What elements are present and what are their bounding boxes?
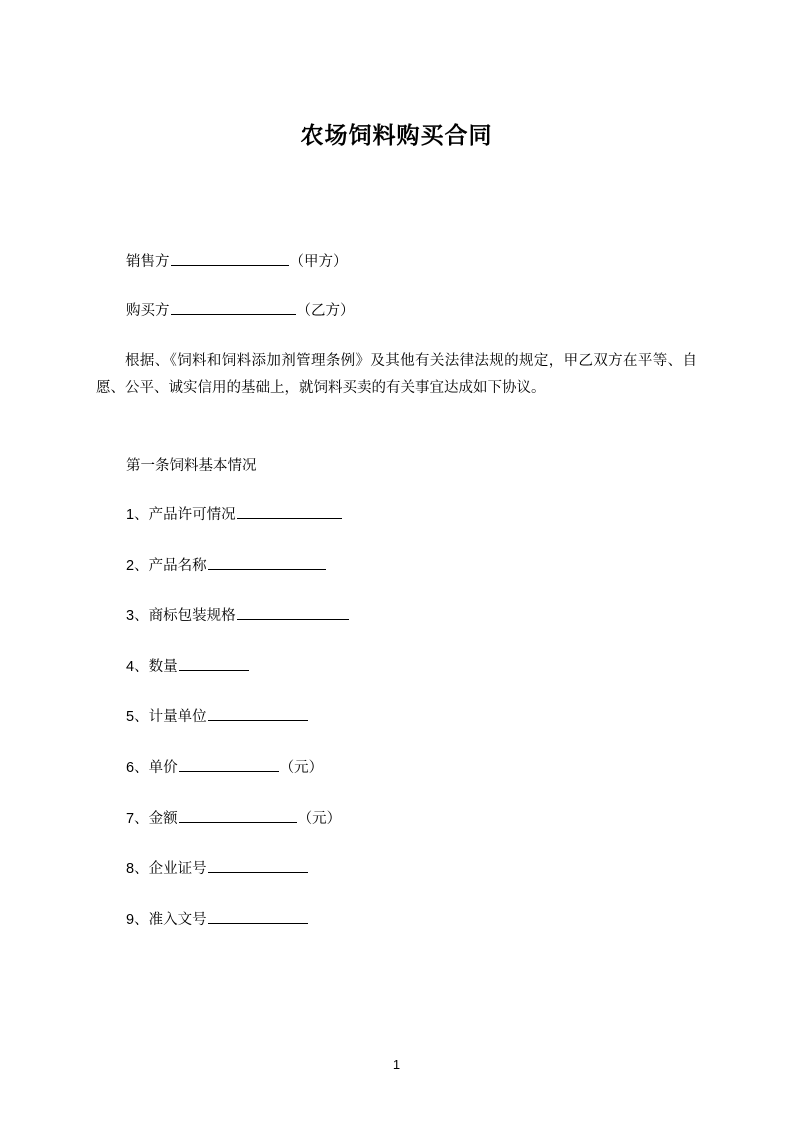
list-item xyxy=(96,553,697,581)
item-blank xyxy=(179,756,279,772)
item-label: 9、准入文号 xyxy=(126,911,207,928)
list-item xyxy=(96,856,697,884)
item-blank xyxy=(208,554,326,570)
item-label: 2、产品名称 xyxy=(126,557,207,574)
section-one-heading: 第一条饲料基本情况 xyxy=(126,457,257,474)
list-item xyxy=(96,806,697,834)
item-suffix: （元） xyxy=(279,759,324,776)
section-gap xyxy=(96,425,697,453)
item-label: 4、数量 xyxy=(126,658,178,675)
seller-label: 销售方 xyxy=(126,253,170,270)
item-blank xyxy=(179,655,249,671)
preamble-paragraph: 根据、《饲料和饲料添加剂管理条例》及其他有关法律法规的规定，甲乙双方在平等、自愿、公平、诚实信用的基础上，就饲料买卖的有关事宜达成如下协议。 xyxy=(96,352,697,397)
item-label: 5、计量单位 xyxy=(126,709,207,726)
item-blank xyxy=(208,908,308,924)
item-label: 6、单价 xyxy=(126,759,178,776)
item-label: 7、金额 xyxy=(126,810,178,827)
buyer-blank xyxy=(171,300,296,316)
list-item xyxy=(96,907,697,935)
page-title: 农场饲料购买合同 xyxy=(300,122,493,148)
title-spacer xyxy=(96,153,697,249)
item-suffix: （元） xyxy=(297,810,342,827)
item-blank xyxy=(208,858,308,874)
buyer-suffix: （乙方） xyxy=(296,303,355,320)
item-label: 1、产品许可情况 xyxy=(126,507,236,524)
item-blank xyxy=(237,605,349,621)
item-label: 3、商标包装规格 xyxy=(126,608,236,625)
seller-line xyxy=(96,249,697,277)
list-item xyxy=(96,502,697,530)
item-label: 8、企业证号 xyxy=(126,861,207,878)
list-item xyxy=(96,603,697,631)
item-blank xyxy=(208,706,308,722)
seller-blank xyxy=(171,250,289,266)
list-item xyxy=(96,755,697,783)
list-item xyxy=(96,704,697,732)
seller-suffix: （甲方） xyxy=(289,253,348,270)
document-body xyxy=(96,118,697,957)
buyer-label: 购买方 xyxy=(126,303,170,320)
list-item xyxy=(96,654,697,682)
item-blank xyxy=(237,504,342,520)
buyer-line xyxy=(96,298,697,326)
page-number: 1 xyxy=(392,1057,401,1072)
item-blank xyxy=(179,807,297,823)
